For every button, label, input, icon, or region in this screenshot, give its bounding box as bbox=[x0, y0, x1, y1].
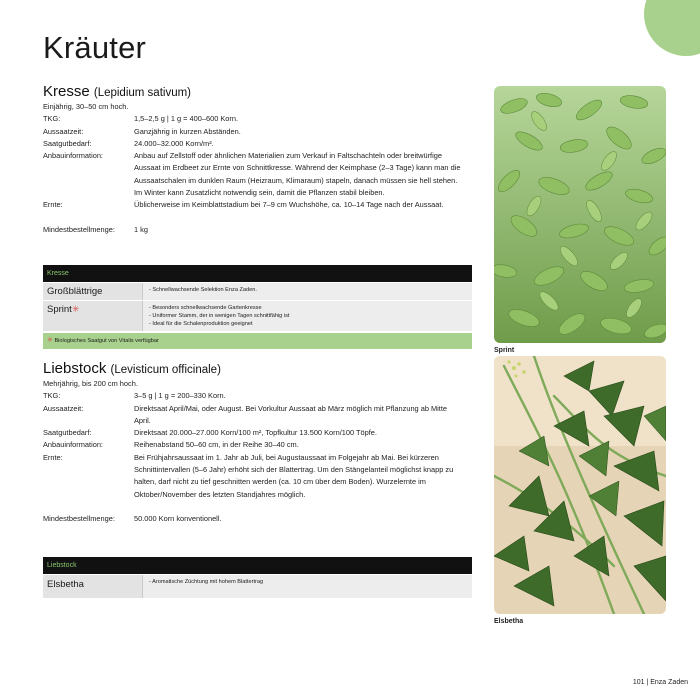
info-key: Ernte: bbox=[43, 200, 63, 210]
info-row bbox=[43, 199, 464, 211]
page-footer: 101 | Enza Zaden bbox=[632, 679, 688, 686]
info-key: Saatgutbedarf: bbox=[43, 428, 92, 438]
table-row bbox=[43, 283, 472, 300]
info-value: 1,5–2,5 g | 1 g = 400–600 Korn. bbox=[134, 114, 239, 124]
kresse-name: Kresse bbox=[43, 83, 90, 100]
info-value: Anbau auf Zellstoff oder ähnlichen Materialien zum Verkauf in Faltschachteln oder breitwürfige Aussaat im Erdbeet zur Ernte von Schnittkresse. Während der Keimphase (2–3 Tage) kann man die Aussaatschalen im dunklen Raum (Heizraum, Klimaraum) stapeln, danach müssen sie hell stehen. Im Winter kann Zusatzlicht notwendig sein, damit die Pflanzen stabil bleiben. bbox=[134, 151, 461, 198]
kresse-variety-table bbox=[43, 265, 472, 349]
info-row bbox=[43, 390, 464, 402]
kresse-info bbox=[43, 101, 464, 236]
variety-name: Sprint bbox=[47, 304, 72, 315]
info-key: TKG: bbox=[43, 114, 61, 124]
info-key: TKG: bbox=[43, 391, 61, 401]
kresse-subtitle: Einjährig, 30–50 cm hoch. bbox=[43, 102, 129, 111]
liebstock-subtitle: Mehrjährig, bis 200 cm hoch. bbox=[43, 379, 138, 388]
info-row bbox=[43, 452, 464, 501]
description-line: - Uniformer Stamm, der in wenigen Tagen schnittfähig ist bbox=[149, 312, 466, 320]
table-row bbox=[43, 575, 472, 598]
variety-name-cell bbox=[43, 301, 143, 331]
info-value: Ganzjährig in kurzen Abständen. bbox=[134, 126, 241, 136]
description-line: - Schnellwachsende Selektion Enza Zaden. bbox=[149, 286, 466, 294]
variety-description bbox=[143, 575, 472, 598]
info-row bbox=[43, 439, 464, 451]
liebstock-info bbox=[43, 378, 464, 525]
info-key: Aussaatzeit: bbox=[43, 126, 84, 136]
variety-name: Elsbetha bbox=[43, 575, 143, 598]
info-key: Saatgutbedarf: bbox=[43, 138, 92, 148]
info-value: Direktsaat 20.000–27.000 Korn/100 m², Topfkultur 13.500 Korn/100 Töpfe. bbox=[134, 428, 377, 438]
photo-caption-elsbetha: Elsbetha bbox=[494, 618, 524, 625]
liebstock-name: Liebstock bbox=[43, 360, 107, 377]
info-key: Aussaatzeit: bbox=[43, 403, 84, 413]
table-header: Liebstock bbox=[43, 557, 472, 574]
info-value: Bei Frühjahrsaussaat im 1. Jahr ab Juli, bei Augustaussaat im Folgejahr ab Mai. Bei kürzeren Schnittintervallen (5–6 Jahr) erhöht sich der Blattertrag. Um den Stängelanteil möglichst knapp zu halten, darf nicht zu tief geschnitten werden (ca. 10 cm über dem Boden). Wurzelernte im Oktober/November des letzten Standjahres möglich. bbox=[134, 452, 454, 499]
variety-description bbox=[143, 283, 472, 300]
liebstock-latin: (Levisticum officinale) bbox=[110, 364, 221, 376]
info-value: Direktsaat April/Mai, oder August. Bei Vorkultur Aussaat ab März möglich mit Pflanzung ab Mitte April. bbox=[134, 403, 448, 425]
table-header: Kresse bbox=[43, 265, 472, 282]
info-value: 3–5 g | 1 g = 200–330 Korn. bbox=[134, 391, 226, 401]
min-order-row bbox=[43, 224, 464, 236]
table-footer bbox=[43, 333, 472, 349]
table-row bbox=[43, 301, 472, 331]
info-row bbox=[43, 403, 464, 428]
variety-name: Großblättrige bbox=[43, 283, 143, 300]
info-key: Mindestbestellmenge: bbox=[43, 513, 115, 523]
kresse-latin: (Lepidium sativum) bbox=[93, 87, 192, 99]
description-line: - Ideal für die Schalenproduktion geeignet bbox=[149, 320, 466, 328]
info-key: Mindestbestellmenge: bbox=[43, 224, 115, 234]
section-title-kresse bbox=[43, 83, 191, 100]
info-key: Ernte: bbox=[43, 452, 63, 462]
info-value: Üblicherweise im Keimblattstadium bei 7–9 cm Wuchshöhe, ca. 10–14 Tage nach der Aussaat. bbox=[134, 200, 444, 210]
elsbetha-lovage-photo bbox=[494, 356, 666, 614]
info-key: Anbauinformation: bbox=[43, 151, 103, 161]
organic-star-icon: ✳ bbox=[71, 304, 80, 314]
organic-star-icon: ✳ bbox=[47, 337, 53, 344]
liebstock-variety-table bbox=[43, 557, 472, 598]
info-row bbox=[43, 113, 464, 125]
photo-caption-sprint: Sprint bbox=[494, 347, 515, 354]
info-value: 50.000 Korn konventionell. bbox=[134, 513, 222, 523]
min-order-row bbox=[43, 513, 464, 525]
page-title: Kräuter bbox=[43, 30, 147, 65]
info-row bbox=[43, 427, 464, 439]
organic-note: Biologisches Saatgut von Vitalis verfügbar bbox=[54, 338, 159, 344]
info-key: Anbauinformation: bbox=[43, 440, 103, 450]
sprint-cress-photo bbox=[494, 86, 666, 343]
info-value: Reihenabstand 50–60 cm, in der Reihe 30–40 cm. bbox=[134, 440, 299, 450]
info-row bbox=[43, 126, 464, 138]
info-row bbox=[43, 138, 464, 150]
info-value: 24.000–32.000 Korn/m². bbox=[134, 138, 214, 148]
section-title-liebstock bbox=[43, 360, 221, 377]
variety-description bbox=[143, 301, 472, 331]
info-value: 1 kg bbox=[134, 224, 148, 234]
info-row bbox=[43, 150, 464, 199]
corner-accent-circle bbox=[644, 0, 700, 56]
description-line: - Besonders schnellwachsende Gartenkresse bbox=[149, 304, 466, 312]
description-line: - Aromatische Züchtung mit hohem Blattertrag bbox=[149, 578, 466, 586]
